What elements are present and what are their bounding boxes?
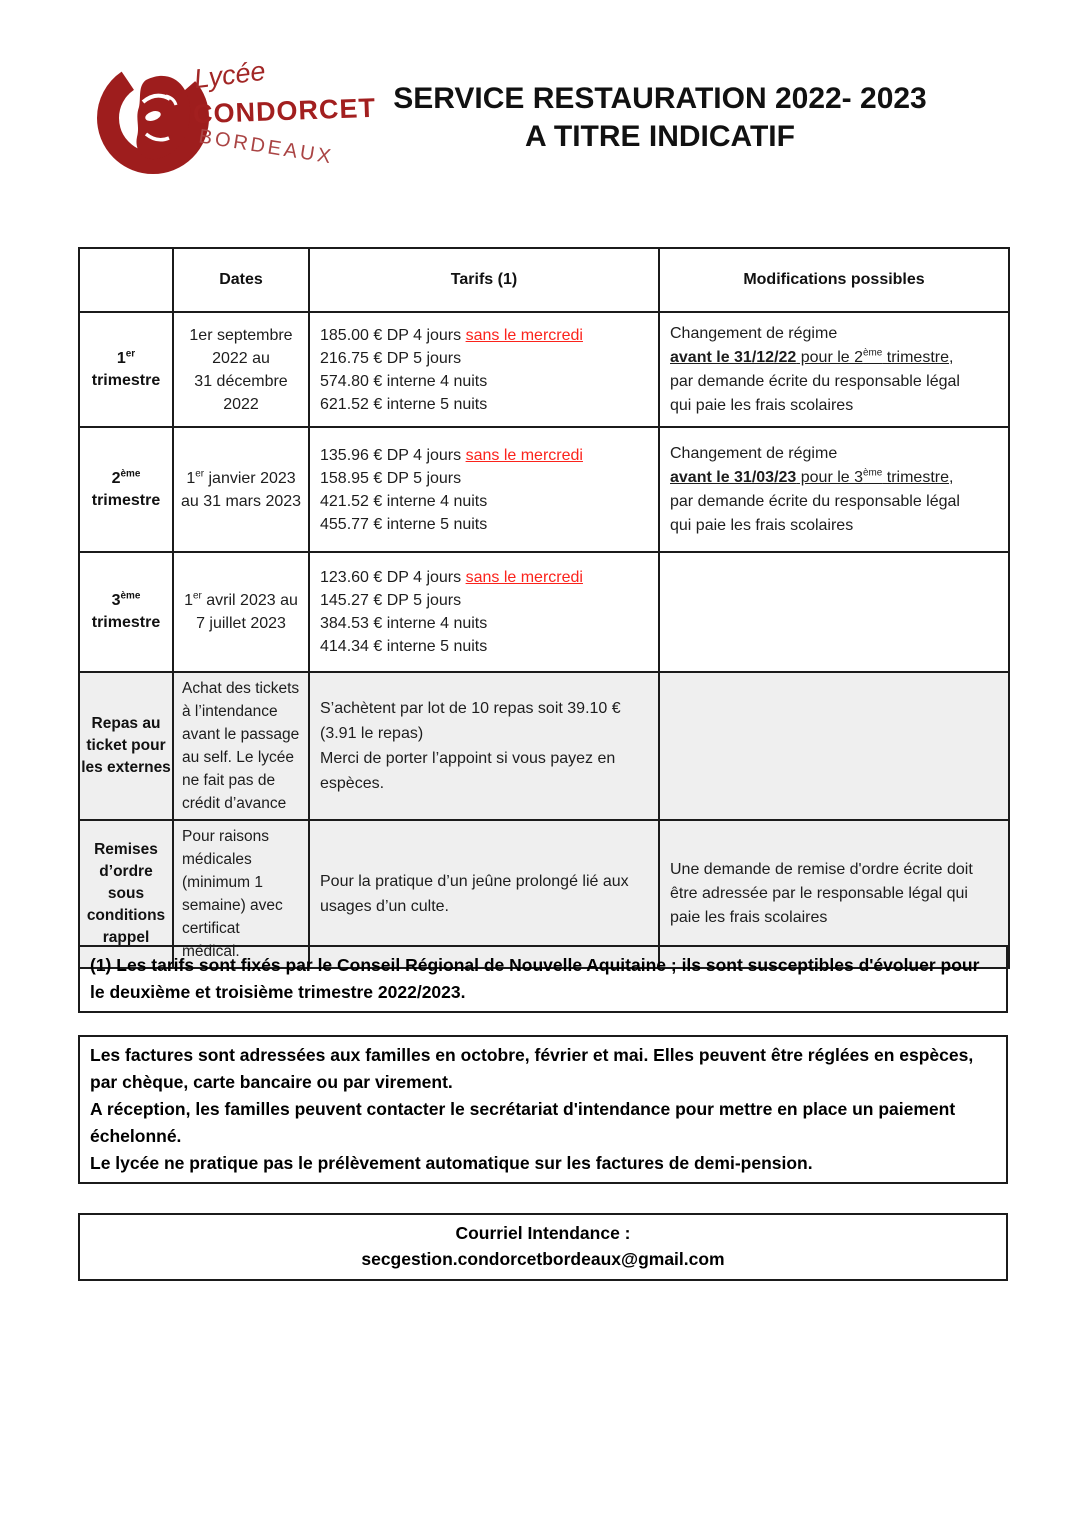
modifications-trimestre-3-empty [659,552,1009,672]
row-label-trimestre-2: 2ème trimestre [79,427,173,552]
logo-text-lycee: Lycée [192,55,268,95]
repas-ticket-achat-info: Achat des tickets à l’intendance avant le passage au self. Le lycée ne fait pas de crédit d’avance [173,672,309,820]
row-label-trimestre-3: 3ème trimestre [79,552,173,672]
logo-text-bordeaux: BORDEAUX [197,125,336,169]
header-dates: Dates [173,248,309,312]
sans-mercredi-note: sans le mercredi [465,569,583,586]
remises-demande-ecrite: Une demande de remise d'ordre écrite doit être adressée par le responsable légal qui paie les frais scolaires [659,820,1009,968]
repas-ticket-modifications-empty [659,672,1009,820]
tarifs-trimestre-2: 135.96 € DP 4 jours sans le mercredi 158.95 € DP 5 jours 421.52 € interne 4 nuits 455.77 € interne 5 nuits [309,427,659,552]
page-title [300,80,1020,156]
page-title-line1: SERVICE RESTAURATION 2022- 2023 [393,82,927,115]
row-label-repas-ticket: Repas au ticket pour les externes [79,672,173,820]
page-title-line2: A TITRE INDICATIF [525,120,795,153]
pricing-table [78,247,1010,969]
row-label-trimestre-1: 1er trimestre [79,312,173,427]
header-empty-cell [79,248,173,312]
contact-box [78,1213,1008,1281]
note-factures-line2: A réception, les familles peuvent contacter le secrétariat d'intendance pour mettre en place un paiement échelonné. [90,1099,956,1146]
repas-ticket-tarif-info: S’achètent par lot de 10 repas soit 39.10 € (3.91 le repas) Merci de porter l’appoint si vous payez en espèces. [309,672,659,820]
table-row-trimestre-3 [79,552,1009,672]
header-modifications: Modifications possibles [659,248,1009,312]
note-tarifs-conseil-regional: (1) Les tarifs sont fixés par le Conseil Régional de Nouvelle Aquitaine ; ils sont susceptibles d'évoluer pour le deuxième et troisième trimestre 2022/2023. [78,945,1008,1013]
dates-trimestre-1: 1er septembre 2022 au 31 décembre 2022 [173,312,309,427]
note-factures [78,1035,1008,1184]
note-factures-line1: Les factures sont adressées aux familles en octobre, février et mai. Elles peuvent être réglées en espèces, par chèque, carte bancaire ou par virement. [90,1045,974,1092]
dates-trimestre-3: 1er avril 2023 au 7 juillet 2023 [173,552,309,672]
contact-label: Courriel Intendance : [455,1223,631,1243]
table-header-row [79,248,1009,312]
table-row-trimestre-1 [79,312,1009,427]
dates-trimestre-2: 1er janvier 2023 au 31 mars 2023 [173,427,309,552]
header-tarifs: Tarifs (1) [309,248,659,312]
logo-text-condorcet: CONDORCET [192,92,377,130]
tarifs-trimestre-3: 123.60 € DP 4 jours sans le mercredi 145.27 € DP 5 jours 384.53 € interne 4 nuits 414.34 € interne 5 nuits [309,552,659,672]
sans-mercredi-note: sans le mercredi [465,446,583,464]
row-label-remises-ordre: Remises d’ordre sous conditions rappel [79,820,173,968]
note-factures-line3: Le lycée ne pratique pas le prélèvement automatique sur les factures de demi-pension. [90,1153,813,1173]
remises-jeune-prolonge: Pour la pratique d’un jeûne prolongé lié aux usages d’un culte. [309,820,659,968]
table-row-repas-ticket [79,672,1009,820]
table-row-trimestre-2 [79,427,1009,552]
sans-mercredi-note: sans le mercredi [465,326,583,344]
modifications-trimestre-2: Changement de régime avant le 31/03/23 pour le 3ème trimestre, par demande écrite du responsable légal qui paie les frais scolaires [659,427,1009,552]
remises-raisons-medicales: Pour raisons médicales (minimum 1 semaine) avec certificat médical. [173,820,309,968]
contact-email: secgestion.condorcetbordeaux@gmail.com [361,1249,725,1269]
modifications-trimestre-1: Changement de régime avant le 31/12/22 pour le 2ème trimestre, par demande écrite du responsable légal qui paie les frais scolaires [659,312,1009,427]
tarifs-trimestre-1: 185.00 € DP 4 jours sans le mercredi 216.75 € DP 5 jours 574.80 € interne 4 nuits 621.52 € interne 5 nuits [309,312,659,427]
